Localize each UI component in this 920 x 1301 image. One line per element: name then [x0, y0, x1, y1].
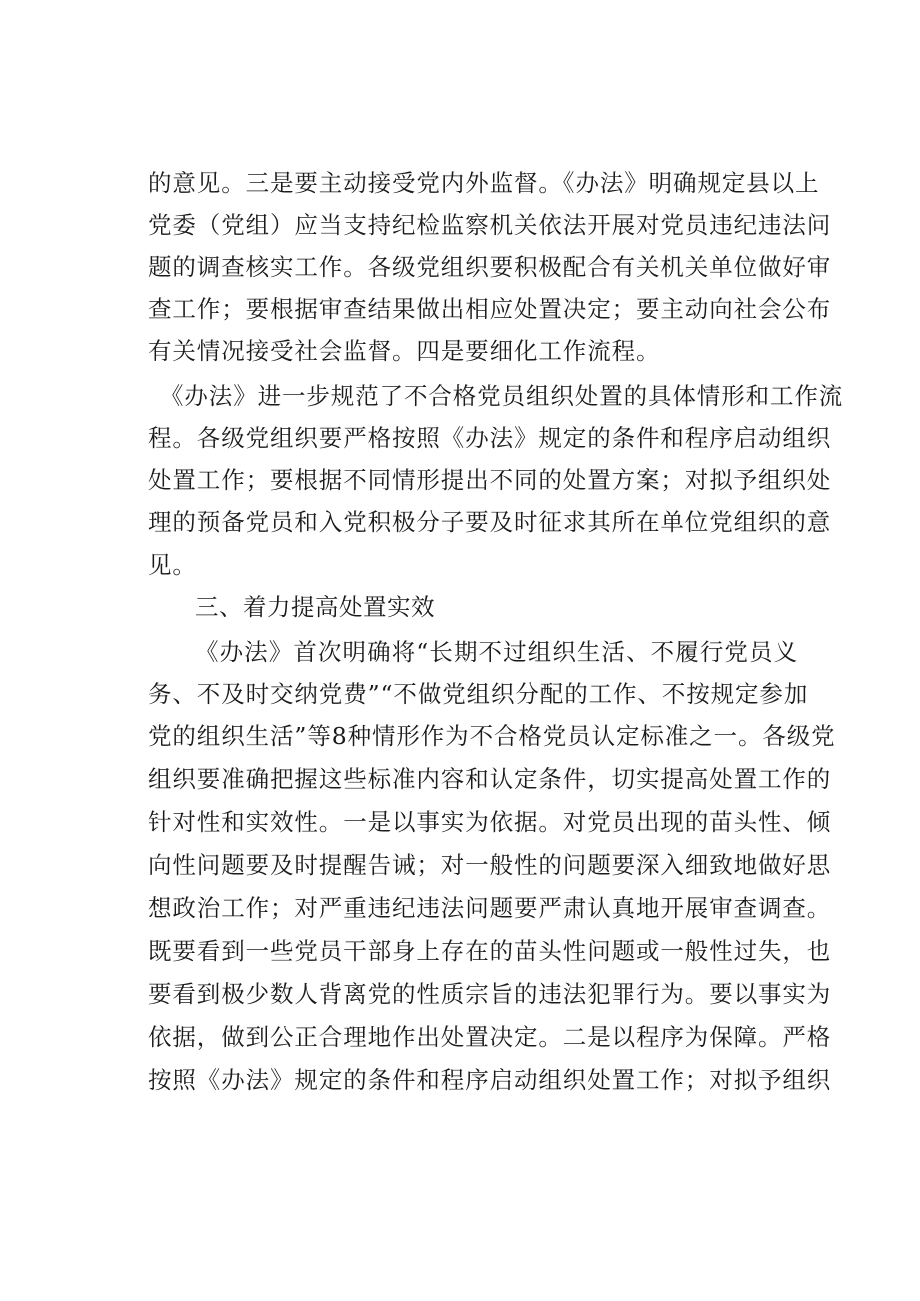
text-line: 处置工作；要根据不同情形提出不同的处置方案；对拟予组织处 [148, 466, 832, 494]
text-line: 组织要准确把握这些标准内容和认定条件，切实提高处置工作的 [148, 765, 832, 793]
text-line: 按照《办法》规定的条件和程序启动组织处置工作；对拟予组织 [148, 1066, 832, 1094]
text-line: 的意见。三是要主动接受党内外监督。《办法》明确规定县以上 [148, 169, 820, 197]
text-line: 依据，做到公正合理地作出处置决定。二是以程序为保障。严格 [148, 1023, 832, 1051]
paragraph-first-line: 《办法》首次明确将“长期不过组织生活、不履行党员义 [195, 638, 798, 666]
text-line: 查工作；要根据审查结果做出相应处置决定；要主动向社会公布 [148, 295, 832, 323]
text-line: 向性问题要及时提醒告诫；对一般性的问题要深入细致地做好思 [148, 851, 832, 879]
text-line: 党的组织生活”等8种情形作为不合格党员认定标准之一。各级党 [148, 722, 836, 750]
text-line: 题的调查核实工作。各级党组织要积极配合有关机关单位做好审 [148, 253, 832, 281]
text-line: 务、不及时交纳党费”“不做党组织分配的工作、不按规定参加 [148, 680, 809, 708]
text-line: 理的预备党员和入党积极分子要及时征求其所在单位党组织的意 [148, 508, 832, 536]
section-heading: 三、着力提高处置实效 [195, 593, 435, 621]
text-line: 既要看到一些党员干部身上存在的苗头性问题或一般性过失，也 [148, 937, 832, 965]
text-line: 见。 [148, 551, 197, 579]
text-line: 有关情况接受社会监督。四是要细化工作流程。 [148, 337, 661, 365]
text-line: 想政治工作；对严重违纪违法问题要严肃认真地开展审查调查。 [148, 894, 832, 922]
text-line: 针对性和实效性。一是以事实为依据。对党员出现的苗头性、倾 [148, 808, 832, 836]
text-line: 要看到极少数人背离党的性质宗旨的违法犯罪行为。要以事实为 [148, 980, 832, 1008]
text-line: 程。各级党组织要严格按照《办法》规定的条件和程序启动组织 [148, 424, 832, 452]
text-line: 党委（党组）应当支持纪检监察机关依法开展对党员违纪违法问 [148, 211, 832, 239]
paragraph-first-line: 《办法》进一步规范了不合格党员组织处置的具体情形和工作流 [160, 382, 844, 410]
